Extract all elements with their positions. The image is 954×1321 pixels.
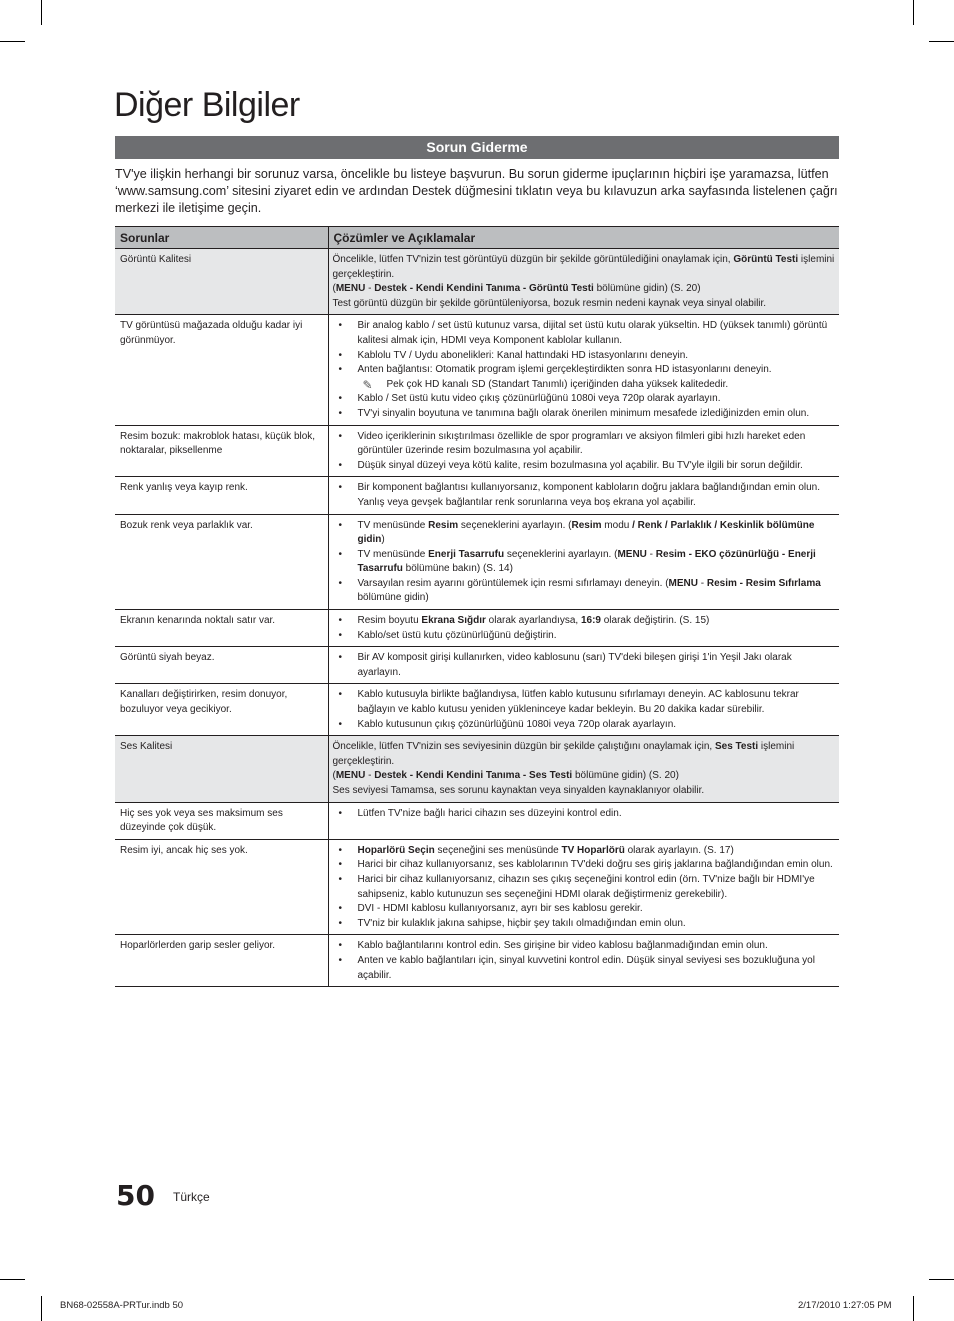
solution-bullet (333, 629, 836, 644)
text-run: Bir komponent bağlantısı kullanıyorsanız, komponent kabloların doğru jaklara bağlandığından emin olun. Yanlış veya gevşek bağlantılar renk sorunlarına veya boş ekrana yol açabilir. (357, 482, 821, 508)
table-row (115, 514, 839, 610)
text-run: - (698, 577, 707, 589)
text-run: TV'yi sinyalin boyutuna ve tanımına bağlı olarak önerilen minimum mesafede izlediğinizden emin olun. (357, 407, 810, 419)
intro-paragraph: TV'ye ilişkin herhangi bir sorunuz varsa, öncelikle bu listeye başvurun. Bu sorun giderme ipuçlarının hiçbiri işe yaramazsa, lütfen ‘www.samsung.com’ sitesini ziyaret edin ve ardından Destek düğmesini tıklatın veya bu kılavuzun arka sayfasında listelenen çağrı merkezi ile iletişime geçin. (115, 167, 838, 215)
solution-cell (328, 647, 839, 684)
text-run: Video içeriklerinin sıkıştırılması özellikle de spor programları ve aksiyon filmleri gibi hızlı hareket eden görüntüler üzerinde resim bozulmasına yol açabilir. (357, 430, 806, 457)
bold-text: Görüntü Testi (733, 254, 799, 265)
solution-list (333, 519, 836, 607)
text-run: Kablo kutusunun çıkış çözünürlüğünü 1080i veya 720p olarak ayarlayın. (357, 718, 677, 730)
problem-cell: Görüntü siyah beyaz. (115, 647, 328, 684)
solution-list (333, 481, 836, 510)
crop-mark (929, 41, 954, 42)
table-body (115, 249, 839, 987)
solution-bullet (333, 519, 836, 548)
text-run: DVI - HDMI kablosu kullanıyorsanız, ayrı bir ses kablosu gerekir. (357, 903, 643, 915)
text-run: Varsayılan resim ayarını görüntülemek için resmi sıfırlamayı deneyin. ( (357, 577, 669, 589)
table-row (115, 477, 839, 514)
text-run: Pek çok HD kanalı SD (Standart Tanımlı) içeriğinden daha yüksek kalitededir. (386, 378, 729, 390)
text-run: Kablo bağlantılarını kontrol edin. Ses girişine bir video kablosu bağlanmadığından emin olun. (357, 940, 768, 952)
page-number: 50 (116, 1179, 155, 1212)
solution-bullet (333, 392, 836, 407)
solution-bullet (333, 319, 836, 348)
table-row (115, 935, 839, 987)
crop-mark (913, 0, 914, 25)
file-name: BN68-02558A-PRTur.indb 50 (60, 1300, 184, 1311)
solution-cell (328, 514, 839, 610)
text-run: Lütfen TV'nize bağlı harici cihazın ses düzeyini kontrol edin. (357, 807, 622, 819)
bold-text: MENU (668, 577, 698, 589)
problem-cell: Resim iyi, ancak hiç ses yok. (115, 839, 328, 935)
bold-text: Ekrana Sığdır (421, 615, 486, 627)
solution-bullet (333, 954, 836, 983)
bold-text: Enerji Tasarrufu (428, 548, 505, 560)
solution-list (333, 319, 836, 421)
bold-text: TV Hoparlörü (561, 844, 625, 856)
text-run: seçeneklerini ayarlayın. ( (458, 519, 572, 531)
section-title-bar: Sorun Giderme (115, 136, 839, 159)
solution-line (333, 253, 836, 282)
solution-bullet (333, 407, 836, 422)
problem-cell: Resim bozuk: makroblok hatası, küçük blok, noktaralar, piksellenme (115, 425, 328, 477)
table-row (115, 610, 839, 647)
problem-cell: Kanalları değiştirirken, resim donuyor, bozuluyor veya gecikiyor. (115, 684, 328, 736)
solution-cell (328, 736, 839, 802)
text-run: bölümüne bakın) (S. 14) (402, 563, 513, 575)
text-run: Ses seviyesi Tamamsa, ses sorunu kaynaktan veya sinyalden kaynaklanıyor olabilir. (332, 785, 705, 796)
text-run: Kablo/set üstü kutu çözünürlüğünü değiştirin. (357, 629, 557, 641)
text-run: Kablo / Set üstü kutu video çıkış çözünürlüğünü 1080i veya 720p olarak ayarlayın. (357, 393, 721, 405)
text-run: TV'niz bir kulaklık jakına sahipse, hiçbir şey takılı olmadığından emin olun. (357, 917, 686, 929)
solution-bullet (333, 349, 836, 364)
solution-list (333, 614, 836, 643)
solution-cell (328, 249, 839, 315)
solution-line (333, 784, 836, 799)
problem-cell: Ekranın kenarında noktalı satır var. (115, 610, 328, 647)
text-run: Kablo kutusuyla birlikte bağlandıysa, lütfen kablo kutusunu sıfırlamayı deneyin. AC kablosunu tekrar bağlayın ve kablo kutusu yeniden yükleninceye kadar bekleyin. Bu 20 dakika kadar sürebilir. (357, 689, 799, 716)
text-run: Bir AV komposit girişi kullanırken, video kablosunu (sarı) TV'deki bileşen girişi 1'in Yeşil Jakı olarak ayarlayın. (357, 652, 792, 678)
solution-cell (328, 684, 839, 736)
column-header-problems: Sorunlar (115, 227, 328, 249)
solution-bullet (333, 481, 836, 510)
problem-cell: Görüntü Kalitesi (115, 249, 328, 315)
solution-line (333, 297, 836, 312)
solution-bullet (333, 577, 836, 606)
table-row (115, 425, 839, 477)
text-run: işlemini gerçekleştirin. (332, 254, 835, 280)
bold-text: Hoparlörü Seçin (357, 844, 435, 856)
text-run: bölümüne gidin) (S. 20) (593, 283, 701, 295)
text-run: seçeneklerini ayarlayın. ( (504, 548, 618, 560)
text-run: Anten ve kablo bağlantıları için, sinyal kuvvetini kontrol edin. Düşük sinyal seviyesi ses bozukluğuna yol açabilir. (357, 954, 815, 981)
solution-line (333, 769, 836, 784)
crop-mark (929, 1279, 954, 1280)
table-row (115, 736, 839, 802)
text-run: Harici bir cihaz kullanıyorsanız, cihazın ses çıkış seçeneğini kontrol edin (örn. TV'nize bağlı bir HDMI'ye sahipseniz, kablo kutunuzun ses seçeneğini HDMI olarak değiştirmeniz gerekebilir). (357, 873, 815, 900)
bold-text: MENU (335, 770, 366, 782)
text-run: işlemini gerçekleştirin. (332, 741, 795, 767)
print-timestamp: 2/17/2010 1:27:05 PM (798, 1300, 892, 1311)
solution-cell (328, 315, 839, 425)
solution-bullet (333, 548, 836, 577)
text-run: Öncelikle, lütfen TV'nizin ses seviyesinin düzgün bir şekilde çalıştığını onaylamak için, (332, 741, 715, 753)
text-run: - (646, 548, 656, 560)
solution-bullet (333, 363, 836, 378)
solution-list (333, 651, 836, 680)
bold-text: MENU (617, 548, 647, 560)
pencil-note-icon: ✎ (362, 377, 373, 392)
bold-text: 16:9 (580, 615, 601, 627)
solution-bullet (333, 807, 836, 822)
solution-cell (328, 802, 839, 839)
column-header-solutions: Çözümler ve Açıklamalar (328, 227, 839, 249)
solution-bullet (333, 917, 836, 932)
problem-cell: Ses Kalitesi (115, 736, 328, 802)
solution-bullet (333, 902, 836, 917)
text-run: olarak değiştirin. (S. 15) (600, 615, 710, 627)
problem-cell: Renk yanlış veya kayıp renk. (115, 477, 328, 514)
bold-text: / Renk / Parlaklık / Keskinlik bölümüne gidin (357, 519, 815, 546)
text-run: modu (601, 519, 633, 531)
text-run: Test görüntü düzgün bir şekilde görüntüleniyorsa, bozuk resmin nedeni kaynak veya sinyal olabilir. (332, 297, 767, 309)
solution-bullet (333, 614, 836, 629)
table-row (115, 315, 839, 425)
bold-text: Resim (428, 519, 459, 531)
text-run: Resim boyutu (357, 615, 422, 627)
solution-bullet (333, 873, 836, 902)
problem-cell: Hoparlörlerden garip sesler geliyor. (115, 935, 328, 987)
table-row (115, 684, 839, 736)
solution-list (333, 688, 836, 732)
solution-list (333, 430, 836, 474)
bold-text: Resim - EKO çözünürlüğü - Enerji Tasarrufu (357, 548, 816, 575)
text-run: ( (332, 770, 336, 782)
table-row (115, 802, 839, 839)
solution-cell (328, 935, 839, 987)
solution-bullet (333, 688, 836, 717)
text-run: bölümüne gidin) (357, 592, 429, 604)
text-run: ( (332, 283, 336, 295)
bold-text: Destek - Kendi Kendini Tanıma - Görüntü Testi (374, 283, 594, 295)
crop-mark (0, 41, 25, 42)
table-header-row (115, 227, 839, 249)
problem-cell: Bozuk renk veya parlaklık var. (115, 514, 328, 610)
table-row (115, 249, 839, 315)
solution-list (333, 807, 836, 822)
problem-cell: Hiç ses yok veya ses maksimum ses düzeyinde çok düşük. (115, 802, 328, 839)
troubleshooting-table (115, 226, 839, 987)
text-run: Düşük sinyal düzeyi veya kötü kalite, resim bozulmasına yol açabilir. Bu TV'yle ilgili bir sorun değildir. (357, 459, 803, 471)
text-run: TV menüsünde (357, 548, 429, 560)
table-row (115, 647, 839, 684)
crop-mark (41, 0, 42, 25)
problem-cell: TV görüntüsü mağazada olduğu kadar iyi görünmüyor. (115, 315, 328, 425)
text-run: olarak ayarlayın. (S. 17) (624, 844, 734, 856)
solution-bullet (333, 718, 836, 733)
solution-bullet (333, 939, 836, 954)
solution-bullet (333, 651, 836, 680)
solution-line (333, 740, 836, 769)
text-run: Öncelikle, lütfen TV'nizin test görüntüyü düzgün bir şekilde görüntülediğini onaylamak için, (332, 254, 734, 265)
text-run: Harici bir cihaz kullanıyorsanız, ses kablolarının TV'deki doğru ses giriş jaklarına bağlandığından emin olun. (357, 859, 833, 871)
text-run: Anten bağlantısı: Otomatik program işlemi gerçekleştirdikten sonra HD istasyonlarını deneyin. (357, 364, 772, 376)
bold-text: Resim (571, 519, 602, 531)
solution-bullet (333, 858, 836, 873)
text-run: ) (381, 534, 385, 546)
text-run: TV menüsünde (357, 519, 429, 531)
solution-note (333, 378, 836, 393)
bold-text: MENU (335, 283, 366, 295)
solution-cell (328, 477, 839, 514)
language-label: Türkçe (173, 1190, 210, 1204)
text-run: seçeneğini ses menüsünde (434, 844, 562, 856)
text-run: - (365, 770, 375, 782)
solution-bullet (333, 844, 836, 859)
solution-bullet (333, 459, 836, 474)
text-run: Kablolu TV / Uydu abonelikleri: Kanal hattındaki HD istasyonlarını deneyin. (357, 349, 689, 361)
crop-mark (0, 1279, 25, 1280)
table-row (115, 839, 839, 935)
solution-list (333, 939, 836, 983)
text-run: - (365, 283, 375, 295)
bold-text: Ses Testi (714, 741, 759, 753)
crop-mark (913, 1296, 914, 1321)
solution-line (333, 282, 836, 297)
solution-bullet (333, 430, 836, 459)
solution-cell (328, 425, 839, 477)
solution-list (333, 844, 836, 932)
bold-text: Destek - Kendi Kendini Tanıma - Ses Testi (374, 770, 573, 782)
text-run: Bir analog kablo / set üstü kutunuz varsa, dijital set üstü kutu olarak yükseltin. HD (yüksek tanımlı) görüntü kalitesi almak için, HDMI veya Komponent kablolar kullanın. (357, 320, 828, 346)
text-run: bölümüne gidin) (S. 20) (572, 770, 679, 782)
solution-cell (328, 839, 839, 935)
bold-text: Resim - Resim Sıfırlama (706, 577, 821, 589)
solution-cell (328, 610, 839, 647)
text-run: olarak ayarlandıysa, (485, 615, 581, 627)
crop-mark (41, 1296, 42, 1321)
page-title: Diğer Bilgiler (114, 86, 300, 124)
